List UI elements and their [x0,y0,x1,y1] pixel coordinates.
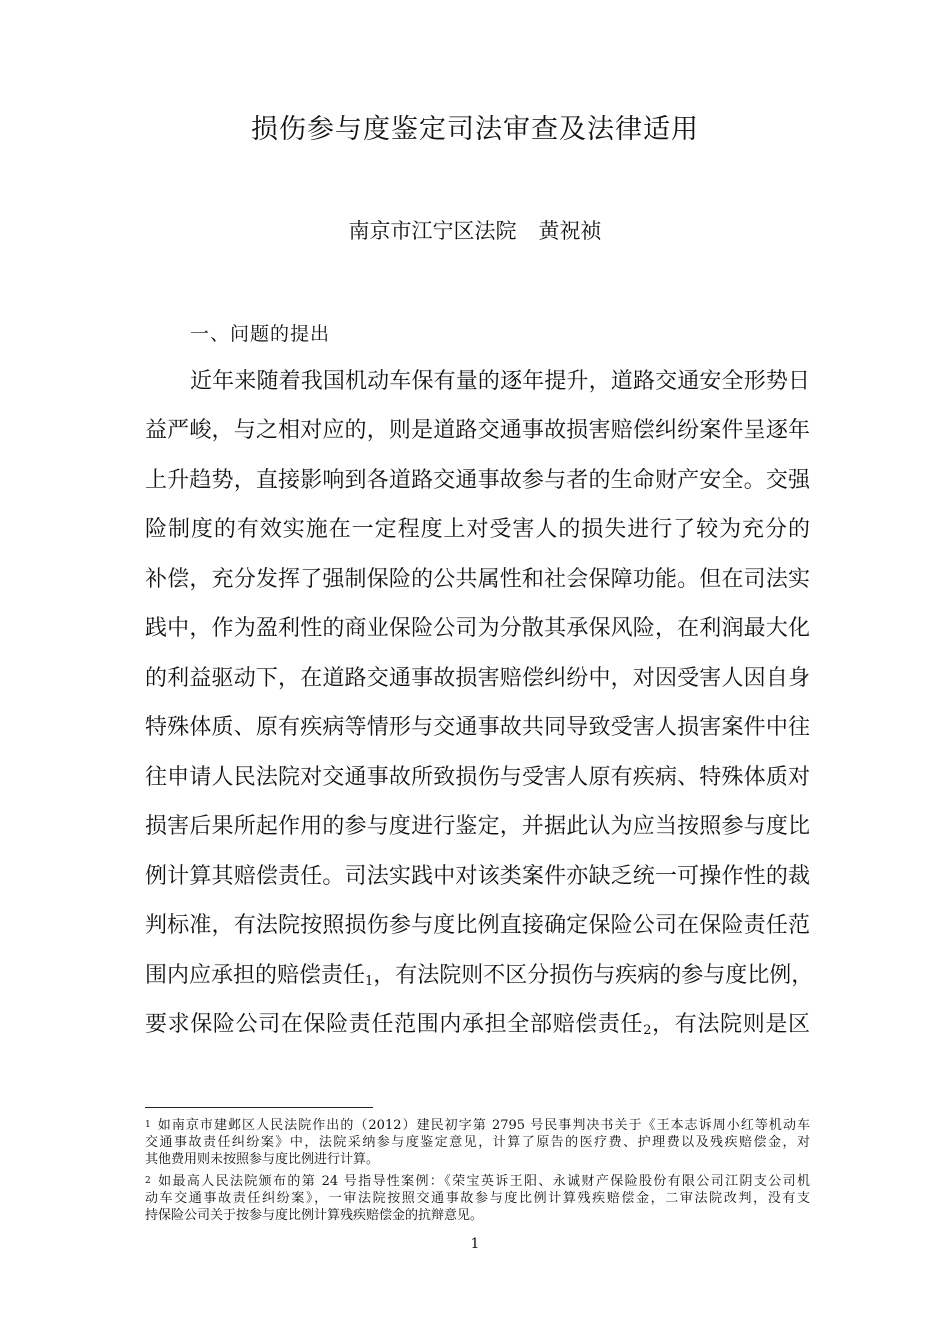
author-line [0,216,950,246]
body-line-7: 的利益驱动下，在道路交通事故损害赔偿纠纷中，对因受害人因自身 [145,666,810,691]
body-line-12: 判标准，有法院按照损伤参与度比例直接确定保险公司在保险责任范 [145,913,810,938]
body-line-3: 上升趋势，直接影响到各道路交通事故参与者的生命财产安全。交强 [145,468,810,493]
body-line-10: 损害后果所起作用的参与度进行鉴定，并据此认为应当按照参与度比 [145,814,810,839]
footnote-2-line-3: 持保险公司关于按参与度比例计算残疾赔偿金的抗辩意见。 [145,1208,484,1223]
footnote-1-line-3: 其他费用则未按照参与度比例进行计算。 [145,1152,380,1167]
body-line-5: 补偿，充分发挥了强制保险的公共属性和社会保障功能。但在司法实 [145,567,810,592]
footnote-2-number: 2 [145,1176,151,1186]
footnote-2-text-1: 如最高人民法院颁布的第 24 号指导性案例：《荣宝英诉王阳、永诚财产保险股份有限公司江阴支公司机 [156,1174,810,1189]
footnote-1-number: 1 [145,1120,151,1130]
section-heading: 一、问题的提出 [190,323,331,345]
body-line-2: 益严峻，与之相对应的，则是道路交通事故损害赔偿纠纷案件呈逐年 [145,418,810,443]
footnote-2-line-2: 动车交通事故责任纠纷案》，一审法院按照交通事故参与度比例计算残疾赔偿金，二审法院改判，没有支 [145,1191,810,1206]
body-line-13-text-b: ，有法院则不区分损伤与疾病的参与度比例， [373,963,814,988]
body-line-1: 近年来随着我国机动车保有量的逐年提升，道路交通安全形势日 [190,369,810,394]
footnote-1 [145,1117,810,1168]
footnote-2-line-1 [145,1173,810,1190]
body-line-8: 特殊体质、原有疾病等情形与交通事故共同导致受害人损害案件中往 [145,715,810,740]
footnote-2 [145,1173,810,1224]
body-line-11: 例计算其赔偿责任。司法实践中对该类案件亦缺乏统一可操作性的裁 [145,864,810,889]
body-line-14-text-a: 要求保险公司在保险责任范围内承担全部赔偿责任 [145,1012,644,1037]
document-title: 损伤参与度鉴定司法审查及法律适用 [251,114,699,145]
body-line-4: 险制度的有效实施在一定程度上对受害人的损失进行了较为充分的 [145,517,810,542]
body-line-6: 践中，作为盈利性的商业保险公司为分散其承保风险，在利润最大化 [145,616,810,641]
author-name: 黄祝祯 [538,219,602,243]
footnote-1-line-2: 交通事故责任纠纷案》中，法院采纳参与度鉴定意见，计算了原告的医疗费、护理费以及残疾赔偿金，对 [145,1135,810,1150]
footnote-1-text-1: 如南京市建邺区人民法院作出的（2012）建民初字第 2795 号民事判决书关于《王本志诉周小红等机动车 [156,1118,810,1133]
body-line-13 [145,961,814,991]
footnote-ref-2: 2 [643,1023,652,1038]
body-line-14 [145,1010,810,1040]
footnote-separator [145,1107,373,1108]
footnote-ref-1: 1 [365,974,374,989]
page-number: 1 [470,1236,480,1252]
body-line-14-text-b: ，有法院则是区 [651,1012,810,1037]
body-line-13-text-a: 围内应承担的赔偿责任 [145,963,366,988]
footnote-1-line-1 [145,1117,810,1134]
body-line-9: 往申请人民法院对交通事故所致损伤与受害人原有疾病、特殊体质对 [145,765,810,790]
author-affiliation: 南京市江宁区法院 [348,219,517,243]
